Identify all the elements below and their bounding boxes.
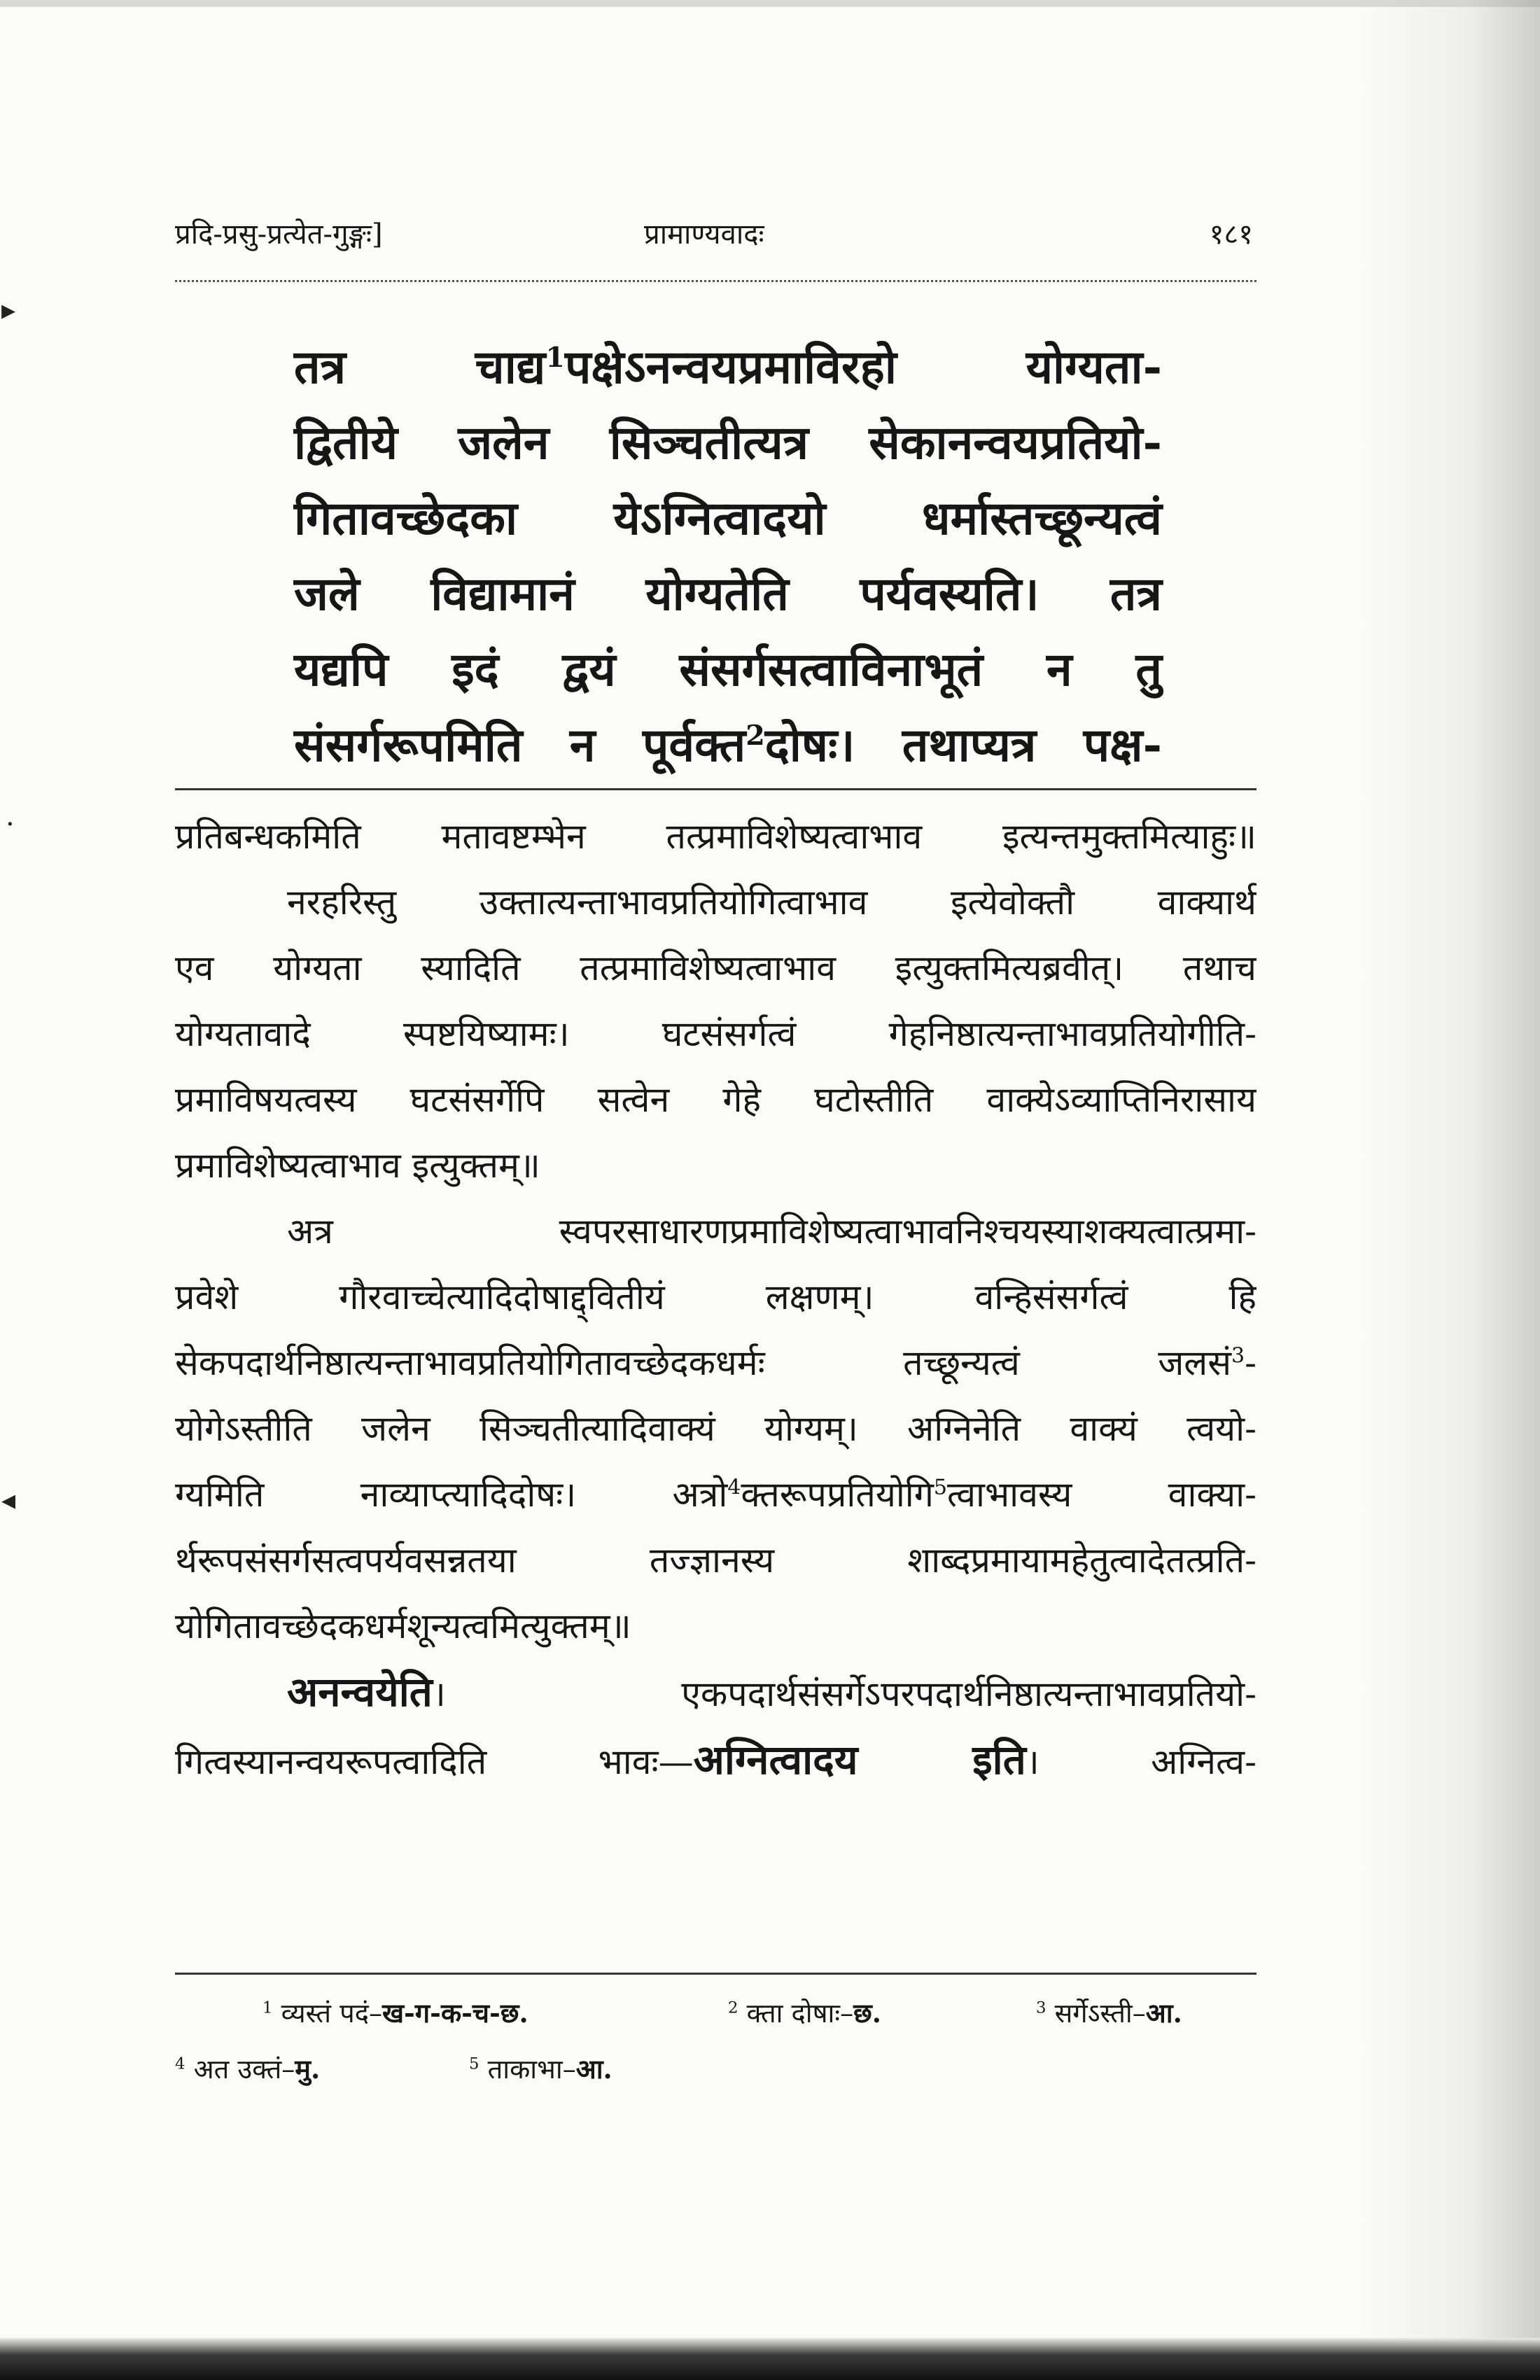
footnote-4: $^4$ अत उक्तं–मु. — [175, 2053, 321, 2085]
scan-bottom-edge — [0, 2338, 1540, 2380]
commentary-line: सेकपदार्थनिष्ठात्यन्ताभावप्रतियोगितावच्छेदकधर्मः तच्छून्यत्वं जलसं$^3$- — [175, 1343, 1256, 1383]
commentary-block — [175, 804, 1256, 1795]
page-edge-shadow — [1358, 0, 1540, 2380]
main-text-line: यद्यपि इदं द्वयं संसर्गसत्वाविनाभूतं न तु — [294, 642, 1162, 696]
lemma-anvaya: अनन्वयेति — [287, 1668, 433, 1716]
main-text-line: संसर्गरूपमिति न पूर्वक्त$^2$दोषः। तथाप्यत्र पक्ष- — [294, 718, 1162, 772]
lemma-agnitva: अग्नित्वादय इति — [693, 1736, 1026, 1784]
commentary-line: अनन्वयेति। एकपदार्थसंसर्गेऽपरपदार्थनिष्ठात्यन्ताभावप्रतियो- — [287, 1668, 1256, 1716]
page-number: १८१ — [1209, 218, 1253, 251]
commentary-line: अत्र स्वपरसाधारणप्रमाविशेष्यत्वाभावनिश्चयस्याशक्यत्वात्प्रमा- — [287, 1211, 1256, 1252]
commentary-line: र्थरूपसंसर्गसत्वपर्यवसन्नतया तज्ज्ञानस्य शाब्दप्रमायामहेतुत्वादेतत्प्रति- — [175, 1540, 1256, 1581]
main-text-line: तत्र चाद्य$^1$पक्षेऽनन्वयप्रमाविरहो योग्यता- — [294, 340, 1162, 394]
margin-dot-mark: · — [6, 808, 15, 841]
main-text-block — [294, 329, 1162, 783]
header-chapter-title: प्रामाण्यवादः — [644, 218, 764, 251]
header-section-title: प्रदि-प्रसु-प्रत्येत-गुङ्गः] — [175, 218, 383, 251]
commentary-line: योगेऽस्तीति जलेन सिञ्चतीत्यादिवाक्यं योग्यम्। अग्निनेति वाक्यं त्वयो- — [175, 1408, 1256, 1449]
commentary-line: प्रमाविशेष्यत्वाभाव इत्युक्तम्॥ — [175, 1145, 540, 1186]
commentary-line: योगितावच्छेदकधर्मशून्यत्वमित्युक्तम्॥ — [175, 1606, 631, 1646]
commentary-line: प्रवेशे गौरवाच्चेत्यादिदोषाद्द्वितीयं लक्षणम्। वन्हिसंसर्गत्वं हि — [175, 1277, 1256, 1317]
margin-arrow-mark: ▸ — [1, 294, 16, 326]
scan-top-edge — [0, 0, 1540, 7]
main-text-line: गितावच्छेदका येऽग्नित्वादयो धर्मास्तच्छून्यत्वं — [294, 491, 1162, 545]
header-divider — [175, 280, 1256, 282]
commentary-line: प्रतिबन्धकमिति मतावष्टम्भेन तत्प्रमाविशेष्यत्वाभाव इत्यन्तमुक्तमित्याहुः॥ — [175, 816, 1256, 857]
footnote-divider — [175, 1973, 1256, 1975]
commentary-line: प्रमाविषयत्वस्य घटसंसर्गेपि सत्वेन गेहे घटोस्तीति वाक्येऽव्याप्तिनिरासाय — [175, 1079, 1256, 1120]
commentary-line: नरहरिस्तु उक्तात्यन्ताभावप्रतियोगित्वाभाव इत्येवोक्तौ वाक्यार्थ — [287, 882, 1256, 923]
commentary-line: गित्वस्यानन्वयरूपत्वादिति भावः—अग्नित्वादय इति। अग्नित्व- — [175, 1736, 1256, 1784]
footnote-2: $^2$ क्ता दोषाः–छ. — [728, 1997, 881, 2029]
main-text-line: द्वितीये जलेन सिञ्चतीत्यत्र सेकानन्वयप्रतियो- — [294, 415, 1162, 470]
text-commentary-divider — [175, 788, 1256, 790]
commentary-line: योग्यतावादे स्पष्टयिष्यामः। घटसंसर्गत्वं गेहनिष्ठात्यन्ताभावप्रतियोगीति- — [175, 1014, 1256, 1054]
running-header — [175, 214, 1253, 255]
footnote-3: $^3$ सर्गेऽस्ती–आ. — [1036, 1997, 1182, 2029]
footnote-1: $^1$ व्यस्तं पदं–ख-ग-क-च-छ. — [262, 1997, 528, 2029]
main-text-line: जले विद्यामानं योग्यतेति पर्यवस्यति। तत्र — [294, 566, 1162, 621]
margin-arrow-mark: ◂ — [1, 1484, 16, 1516]
commentary-line: ग्यमिति नाव्याप्त्यादिदोषः। अत्रो$^4$क्तरूपप्रतियोगि$^5$त्वाभावस्य वाक्या- — [175, 1474, 1256, 1515]
footnote-5: $^5$ ताकाभा–आ. — [469, 2053, 612, 2085]
commentary-line: एव योग्यता स्यादिति तत्प्रमाविशेष्यत्वाभाव इत्युक्तमित्यब्रवीत्। तथाच — [175, 948, 1256, 988]
